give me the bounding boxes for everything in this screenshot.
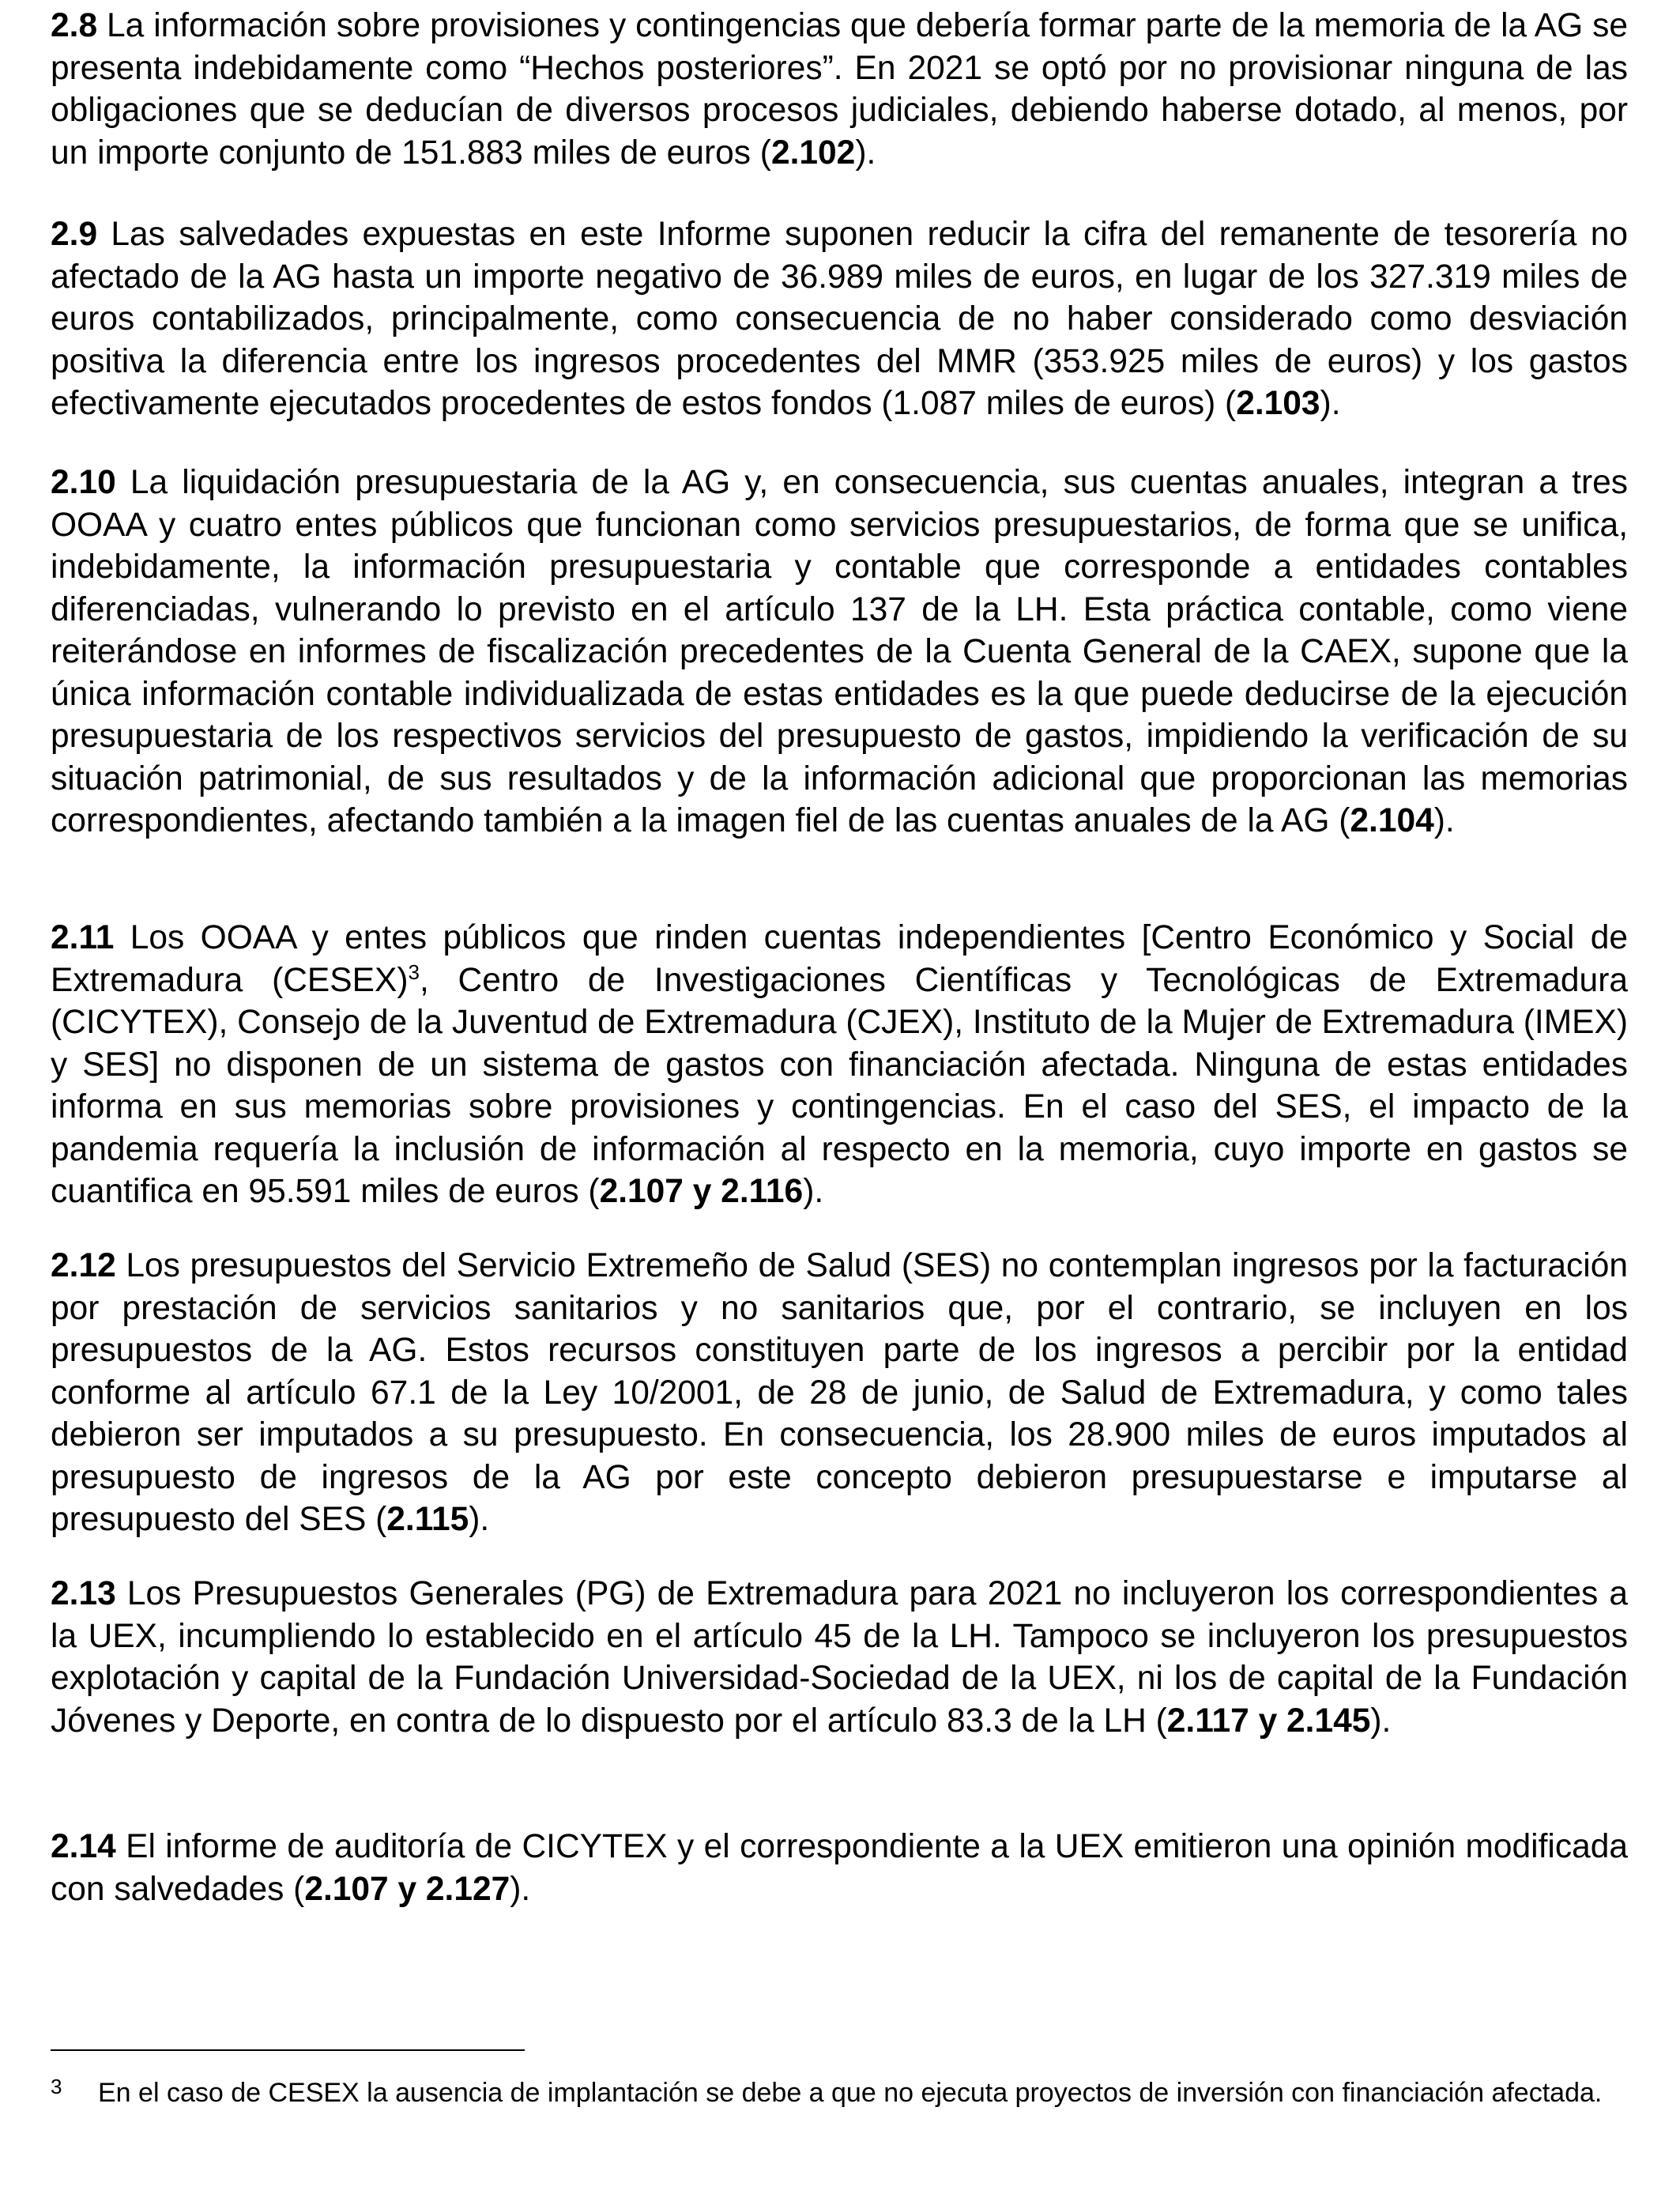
paragraph-text: El informe de auditoría de CICYTEX y el correspondiente a la UEX emitieron una opinión modificada con salvedades (: [51, 1828, 1628, 1908]
footnote-text: En el caso de CESEX la ausencia de implantación se debe a que no ejecuta proyectos de inversión con financiación afectada.: [98, 2078, 1603, 2108]
paragraph-number: 2.13: [51, 1575, 116, 1612]
paragraph-text: Los OOAA y entes públicos que rinden cuentas independientes [Centro Económico y Social de Extremadura (CESEX): [51, 919, 1628, 999]
paragraph-2-11: [51, 917, 1628, 1213]
paragraph-text: La liquidación presupuestaria de la AG y, en consecuencia, sus cuentas anuales, integran a tres OOAA y cuatro entes públicos que funcionan como servicios presupuestarios, de forma que se unifica, indebidamente, la información presupuestaria y contable que corresponde a entidades contables diferenciadas, vulnerando lo previsto en el artículo 137 de la LH. Esta práctica contable, como viene reiterándose en informes de fiscalización precedentes de la Cuenta General de la CAEX, supone que la única información contable individualizada de estas entidades es la que puede deducirse de la ejecución presupuestaria de los respectivos servicios del presupuesto de gastos, impidiendo la verificación de su situación patrimonial, de sus resultados y de la información adicional que proporcionan las memorias correspondientes, afectando también a la imagen fiel de las cuentas anuales de la AG (: [51, 464, 1628, 839]
paragraph-close: ).: [1433, 802, 1455, 839]
cross-reference: 2.117 y 2.145: [1166, 1702, 1371, 1740]
paragraph-close: ).: [469, 1501, 490, 1538]
footnote-separator: [51, 2049, 525, 2051]
paragraph-close: ).: [1320, 385, 1341, 422]
document-page: [51, 0, 1628, 2194]
paragraph-2-8: [51, 5, 1628, 174]
paragraph-text-continued: , Centro de Investigaciones Científicas y Tecnológicas de Extremadura (CICYTEX), Consejo de la Juventud de Extremadura (CJEX), Instituto de la Mujer de Extremadura (IMEX) y SES] no disponen de un sistema de gastos con financiación afectada. Ninguna de estas entidades informa en sus memorias sobre provisiones y contingencias. En el caso del SES, el impacto de la pandemia requería la inclusión de información al respecto en la memoria, cuyo importe en gastos se cuantifica en 95.591 miles de euros (: [51, 961, 1628, 1210]
paragraph-number: 2.9: [51, 216, 98, 253]
paragraph-close: ).: [803, 1173, 824, 1210]
paragraph-close: ).: [1370, 1702, 1392, 1740]
paragraph-number: 2.11: [51, 919, 115, 956]
paragraph-2-10: [51, 462, 1628, 843]
paragraph-text: Los presupuestos del Servicio Extremeño de Salud (SES) no contemplan ingresos por la facturación por prestación de servicios sanitarios y no sanitarios que, por el contrario, se incluyen en los presupuestos de la AG. Estos recursos constituyen parte de los ingresos a percibir por la entidad conforme al artículo 67.1 de la Ley 10/2001, de 28 de junio, de Salud de Extremadura, y como tales debieron ser imputados a su presupuesto. En consecuencia, los 28.900 miles de euros imputados al presupuesto de ingresos de la AG por este concepto debieron presupuestarse e imputarse al presupuesto del SES (: [51, 1247, 1628, 1538]
cross-reference: 2.115: [386, 1501, 469, 1538]
paragraph-close: ).: [510, 1870, 531, 1908]
paragraph-2-12: [51, 1245, 1628, 1541]
paragraph-number: 2.14: [51, 1828, 116, 1865]
footnote-number: 3: [51, 2075, 62, 2098]
paragraph-text: Las salvedades expuestas en este Informe suponen reducir la cifra del remanente de tesorería no afectado de la AG hasta un importe negativo de 36.989 miles de euros, en lugar de los 327.319 miles de euros contabilizados, principalmente, como consecuencia de no haber considerado como desviación positiva la diferencia entre los ingresos procedentes del MMR (353.925 miles de euros) y los gastos efectivamente ejecutados procedentes de estos fondos (1.087 miles de euros) (: [51, 216, 1628, 422]
footnote-reference[interactable]: 3: [408, 959, 420, 984]
paragraph-number: 2.12: [51, 1247, 116, 1284]
paragraph-number: 2.10: [51, 464, 116, 501]
cross-reference: 2.107 y 2.116: [599, 1173, 804, 1210]
paragraph-2-14: [51, 1826, 1628, 1910]
paragraph-close: ).: [855, 134, 876, 172]
cross-reference: 2.104: [1350, 802, 1434, 839]
cross-reference: 2.102: [770, 134, 856, 172]
paragraph-number: 2.8: [51, 7, 98, 44]
paragraph-text: La información sobre provisiones y contingencias que debería formar parte de la memoria de la AG se presenta indebidamente como “Hechos posteriores”. En 2021 se optó por no provisionar ninguna de las obligaciones que se deducían de diversos procesos judiciales, debiendo haberse dotado, al menos, por un importe conjunto de 151.883 miles de euros (: [51, 7, 1628, 172]
cross-reference: 2.107 y 2.127: [304, 1870, 510, 1908]
paragraph-2-13: [51, 1573, 1628, 1742]
paragraph-2-9: [51, 213, 1628, 425]
cross-reference: 2.103: [1236, 385, 1320, 422]
paragraph-text: Los Presupuestos Generales (PG) de Extremadura para 2021 no incluyeron los correspondientes a la UEX, incumpliendo lo establecido en el artículo 45 de la LH. Tampoco se incluyeron los presupuestos explotación y capital de la Fundación Universidad-Sociedad de la UEX, ni los de capital de la Fundación Jóvenes y Deporte, en contra de lo dispuesto por el artículo 83.3 de la LH (: [51, 1575, 1628, 1740]
